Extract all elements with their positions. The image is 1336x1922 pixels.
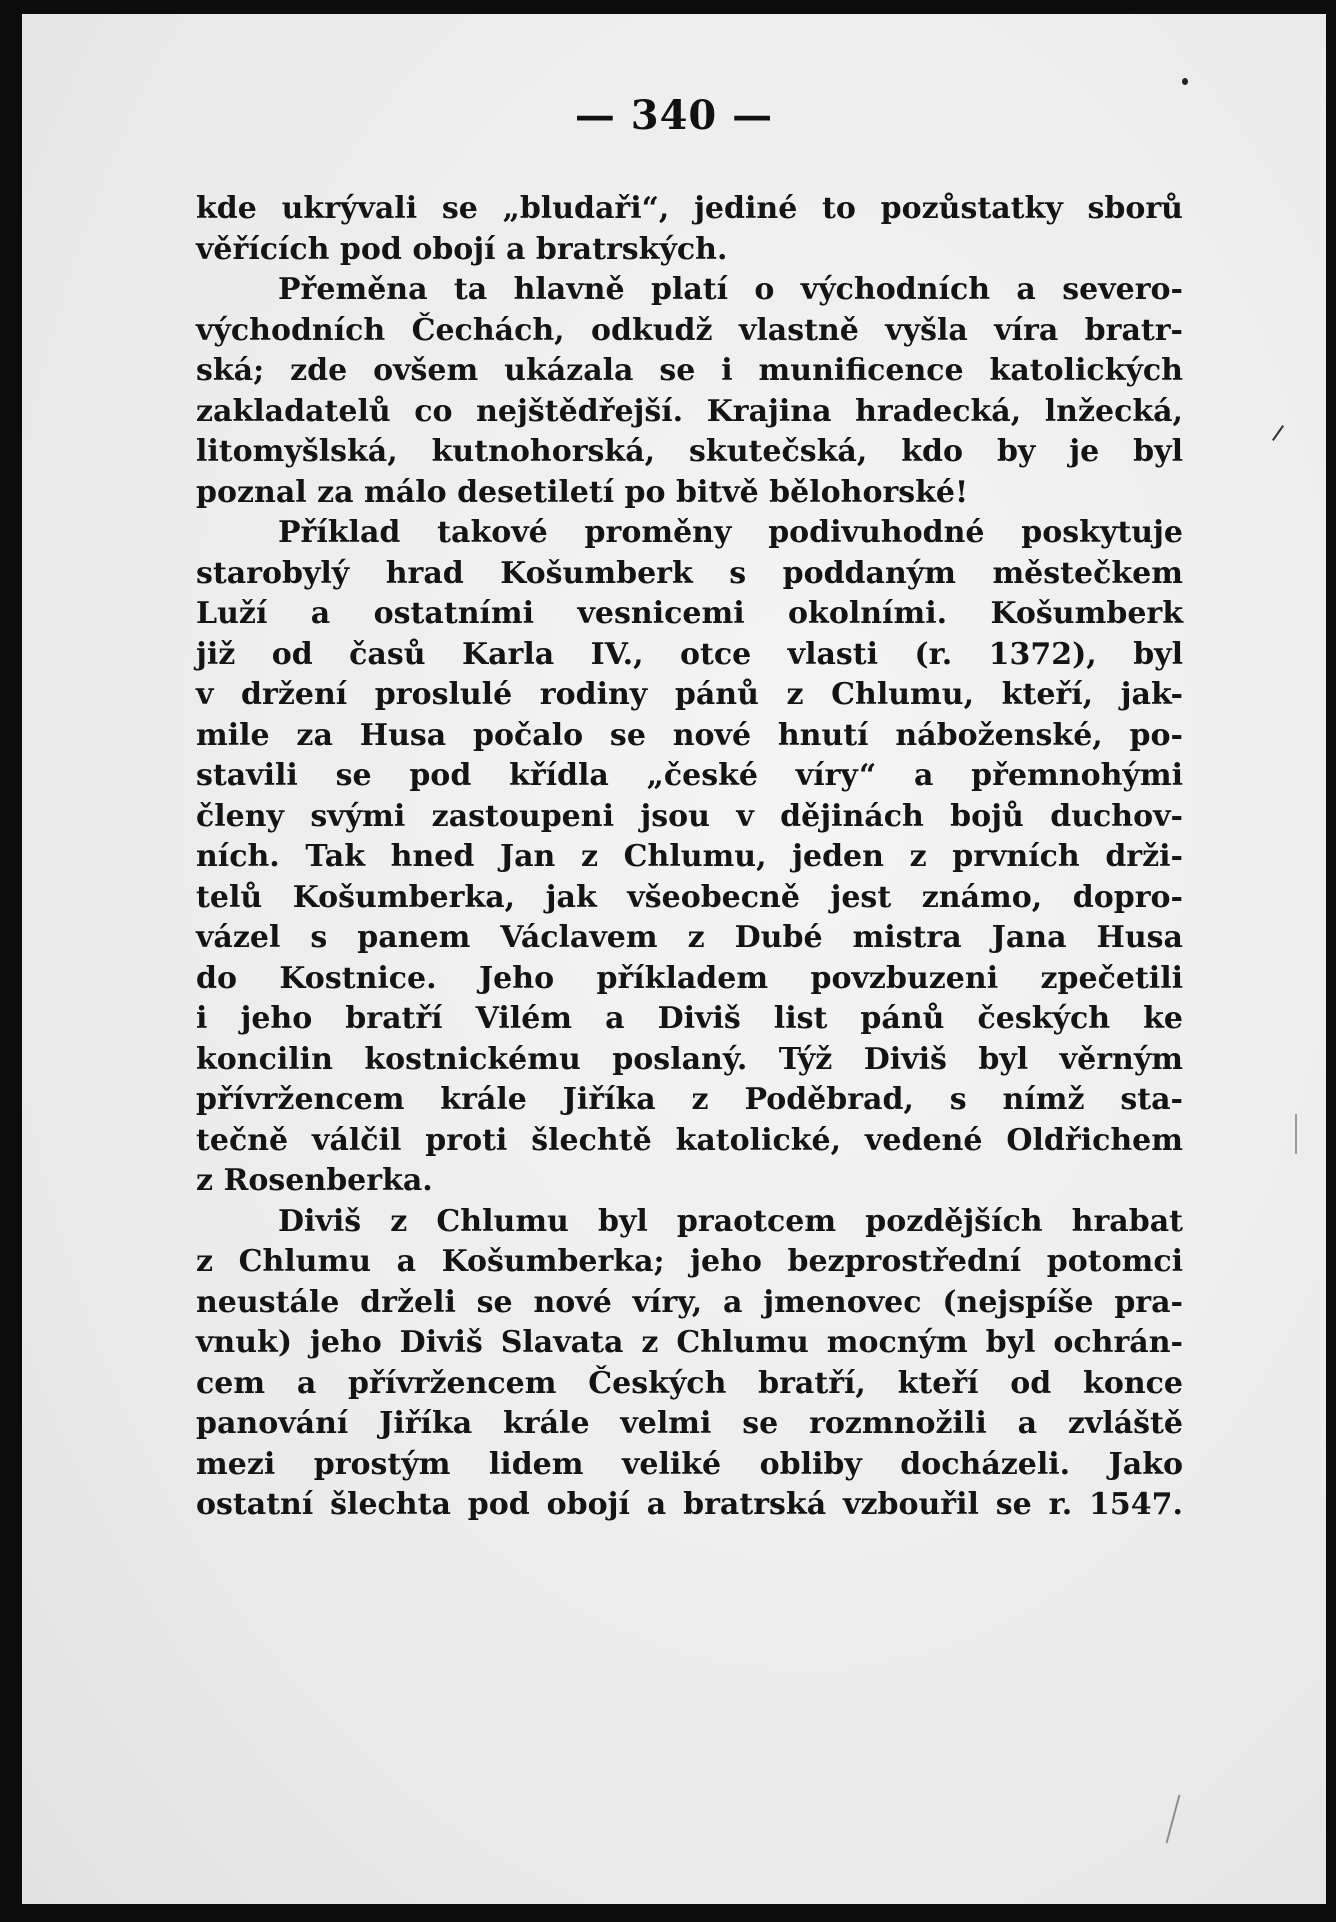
text-line: starobylý hrad Košumberk s poddaným městečkem [196,555,1183,591]
scan-edge-mark [1295,1114,1297,1154]
text-line: z Rosenberka. [196,1163,433,1198]
text-line: členy svými zastoupeni jsou v dějinách bojů duchov- [196,798,1183,834]
text-line: panování Jiříka krále velmi se rozmnožili a zvláště [196,1406,1183,1441]
text-line: telů Košumberka, jak všeobecně jest známo, dopro- [196,879,1183,915]
text-line: v držení proslulé rodiny pánů z Chlumu, kteří, jak- [196,677,1183,712]
body-text [196,189,1183,1526]
text-line: mile za Husa počalo se nové hnutí náboženské, po- [196,717,1183,753]
text-line: východních Čechách, odkudž vlastně vyšla víra bratr- [196,312,1183,348]
text-line: tečně válčil proti šlechtě katolické, vedené Oldřichem [196,1122,1183,1158]
text-line: Příklad takové proměny podivuhodné poskytuje [278,515,1183,550]
text-line: neustále drželi se nové víry, a jmenovec (nejspíše pra- [196,1284,1183,1320]
text-line: kde ukrývali se „bludaři“, jediné to pozůstatky sborů [196,191,1183,226]
text-line: z Chlumu a Košumberka; jeho bezprostřední potomci [196,1244,1183,1279]
text-line: poznal za málo desetiletí po bitvě bělohorské! [196,474,969,510]
text-line: koncilin kostnickému poslaný. Týž Diviš byl věrným [196,1041,1183,1077]
book-page [22,14,1326,1904]
text-line: Diviš z Chlumu byl praotcem pozdějších hrabat [278,1203,1183,1239]
text-line: Luží a ostatními vesnicemi okolními. Košumberk [196,596,1183,631]
text-line: Přeměna ta hlavně platí o východních a severo- [278,272,1183,307]
text-line: ostatní šlechta pod obojí a bratrská vzbouřil se r. 1547. [196,1487,1183,1522]
text-line: vnuk) jeho Diviš Slavata z Chlumu mocným byl ochrán- [196,1325,1183,1360]
text-line: vázel s panem Václavem z Dubé mistra Jana Husa [196,920,1183,955]
text-line: již od časů Karla IV., otce vlasti (r. 1372), byl [196,636,1183,672]
text-line: přívržencem krále Jiříka z Poděbrad, s nímž sta- [196,1082,1183,1117]
text-line: zakladatelů co nejštědřejší. Krajina hradecká, lnžecká, [196,393,1183,429]
text-line: i jeho bratří Vilém a Diviš list pánů českých ke [196,1001,1183,1036]
scan-edge-mark [1272,425,1284,441]
text-line: stavili se pod křídla „české víry“ a přemnohými [196,758,1183,793]
scan-edge-mark [1166,1795,1181,1844]
text-line: ních. Tak hned Jan z Chlumu, jeden z prvních drži- [196,839,1183,874]
scan-speck [1182,78,1188,85]
text-line: věřících pod obojí a bratrských. [196,231,728,267]
text-line: do Kostnice. Jeho příkladem povzbuzeni zpečetili [196,960,1183,996]
text-line: ská; zde ovšem ukázala se i munificence katolických [196,353,1183,388]
page-number: — 340 — [574,92,774,139]
text-line: cem a přívržencem Českých bratří, kteří od konce [196,1365,1183,1401]
text-line: litomyšlská, kutnohorská, skutečská, kdo by je byl [196,434,1183,469]
text-line: mezi prostým lidem veliké obliby docházeli. Jako [196,1446,1183,1482]
